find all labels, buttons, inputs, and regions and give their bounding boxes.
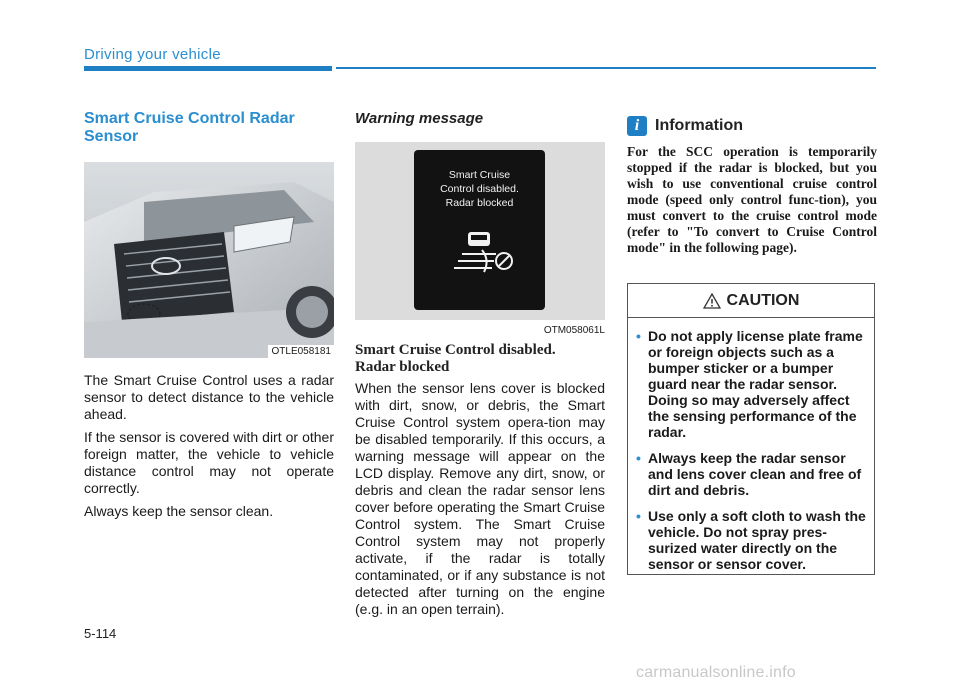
warning-message-title: Warning message xyxy=(355,110,484,127)
lcd-figure xyxy=(355,142,605,336)
header-rule xyxy=(336,67,876,69)
information-text: For the SCC operation is temporarily stopped if the radar is blocked, but you wish to use conventional cruise control mode (speed only control func-tion), you must convert to the cruise control mode (refer to "To convert to Cruise Control mode" in the following page). xyxy=(627,144,877,255)
left-column xyxy=(84,110,334,526)
lcd-line: Smart Cruise xyxy=(448,169,511,181)
header-accent-bar xyxy=(84,66,332,71)
section-title: Smart Cruise Control Radar Sensor xyxy=(84,110,295,145)
car-front-photo xyxy=(84,162,334,358)
information-label: Information xyxy=(655,117,743,134)
caution-box xyxy=(627,283,875,575)
message-heading-line2: Radar blocked xyxy=(355,359,450,375)
caution-item xyxy=(636,508,866,572)
figure-code: OTM058061L xyxy=(543,325,605,336)
middle-column xyxy=(355,110,605,624)
lcd-line: Radar blocked xyxy=(445,197,514,209)
body-paragraph: If the sensor is covered with dirt or other foreign matter, the vehicle to vehicle distance control may not operate correctly. xyxy=(84,429,334,496)
caution-item-text: Do not apply license plate frame or foreign objects such as a bumper sticker or a bumper guard near the radar sensor. Doing so may adversely affect the sensing performance of the radar. xyxy=(648,328,863,440)
caution-item xyxy=(636,328,866,440)
figure-code: OTLE058181 xyxy=(268,345,335,358)
caution-item-text: Use only a soft cloth to wash the vehicle. Do not spray pres-surized water directly on the sensor or sensor cover. xyxy=(648,508,866,572)
message-heading-line1: Smart Cruise Control disabled. xyxy=(355,342,556,358)
suv-front-illustration xyxy=(84,162,334,358)
section-header-title: Driving your vehicle xyxy=(84,46,221,63)
information-header xyxy=(627,116,877,136)
warning-triangle-icon xyxy=(703,293,721,309)
lcd-display xyxy=(414,150,545,310)
body-paragraph: When the sensor lens cover is blocked with dirt, snow, or debris, the Smart Cruise Control system opera-tion may be disabled temporarily. If this occurs, a warning message will appear on the LCD display. Remove any dirt, snow, or debris and clean the radar sensor lens cover before operating the Smart Cruise Control system. The Smart Cruise Control system may not properly activate, if the radar is totally contaminated, or if any substance is not detected after turning on the engine (e.g. in an open terrain). xyxy=(355,380,605,617)
page-number: 5-114 xyxy=(84,626,117,641)
body-paragraph: The Smart Cruise Control uses a radar sensor to detect distance to the vehicle ahead. xyxy=(84,372,334,422)
bullet-icon: • xyxy=(636,450,641,466)
watermark-text: carmanualsonline.info xyxy=(636,664,796,681)
caution-list xyxy=(628,318,874,572)
right-column xyxy=(627,116,877,256)
body-paragraph: Always keep the sensor clean. xyxy=(84,503,274,519)
caution-label: CAUTION xyxy=(726,291,800,309)
caution-item xyxy=(636,450,866,498)
bullet-icon: • xyxy=(636,508,641,524)
caution-item-text: Always keep the radar sensor and lens cover clean and free of dirt and debris. xyxy=(648,450,862,498)
lcd-line: Control disabled. xyxy=(440,183,519,195)
information-icon: i xyxy=(627,116,647,136)
message-heading xyxy=(355,342,605,376)
radar-blocked-icon xyxy=(414,228,545,298)
bullet-icon: • xyxy=(636,328,641,344)
caution-header xyxy=(628,284,874,318)
